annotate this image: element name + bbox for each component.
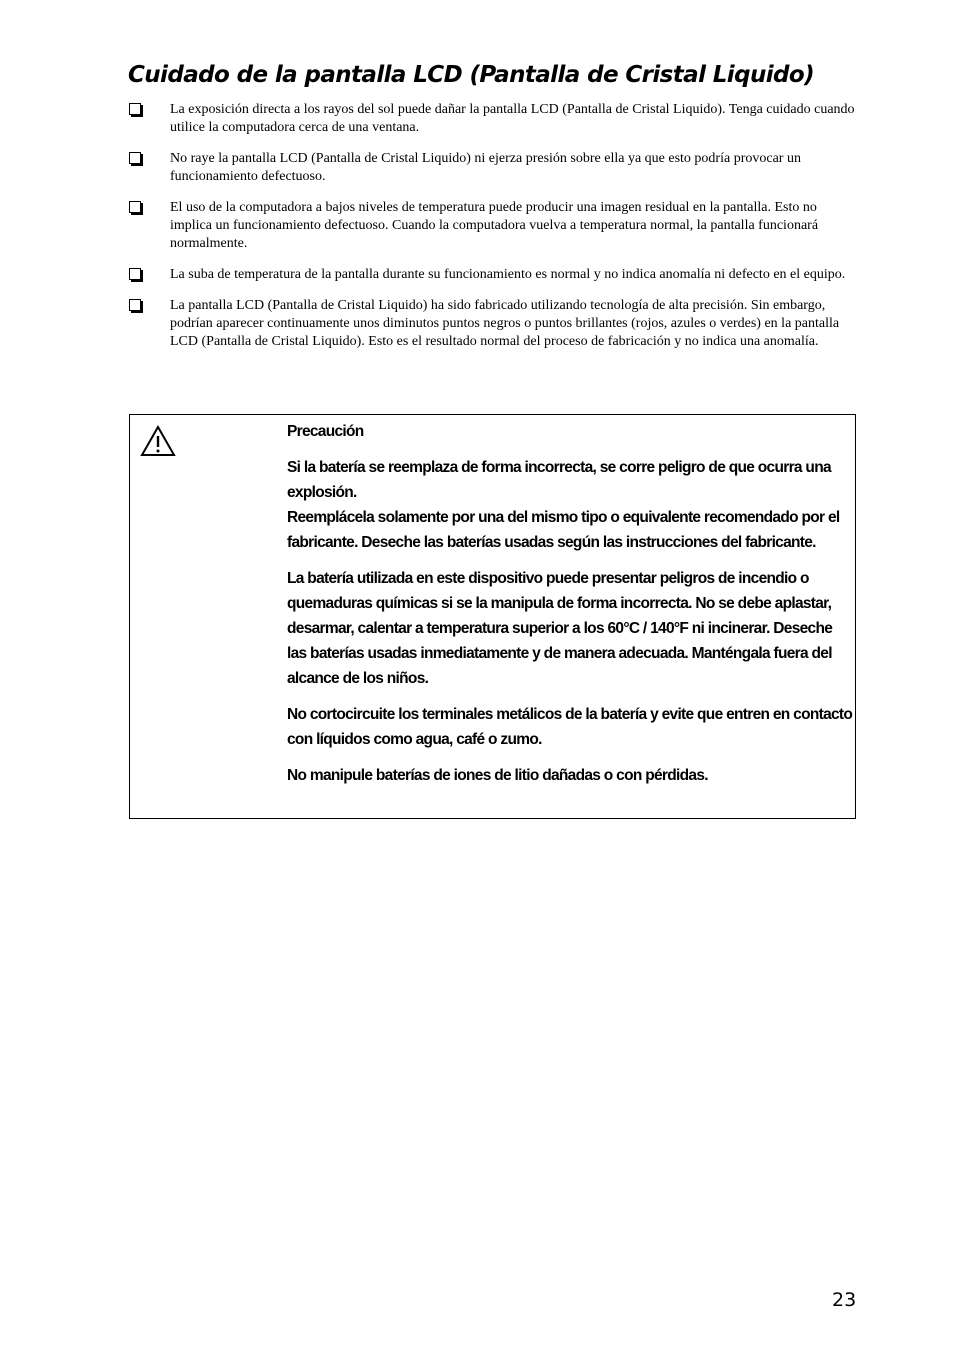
caution-paragraph <box>287 702 853 752</box>
caution-sentence: La batería utilizada en este dispositivo puede presentar peligros de incendio o quemaduras químicas si se la manipula de forma incorrecta. No se debe aplastar, desarmar, calentar a temperatura superior a los 60°C / 140°F ni incinerar. Deseche las baterías usadas inmediatamente y de manera adecuada. Manténgala fuera del alcance de los niños. <box>287 570 833 687</box>
list-item-text: La exposición directa a los rayos del sol puede dañar la pantalla LCD (Pantalla de Cristal Liquido). Tenga cuidado cuando utilice la computadora cerca de una ventana. <box>170 102 855 135</box>
list-item-text: El uso de la computadora a bajos niveles de temperatura puede producir una imagen residual en la pantalla. Esto no implica un funcionamiento defectuoso. Cuando la computadora vuelva a temperatura normal, la pantalla funcionará normalmente. <box>170 200 819 251</box>
list-item <box>128 199 858 253</box>
caution-sentence: Si la batería se reemplaza de forma incorrecta, se corre peligro de que ocurra una explosión. <box>287 459 831 501</box>
caution-heading: Precaución <box>287 423 364 440</box>
caution-paragraph <box>287 566 853 691</box>
list-item <box>128 150 858 186</box>
bullet-list <box>128 101 858 364</box>
checkbox-bullet-icon <box>129 152 141 164</box>
page-title: Cuidado de la pantalla LCD (Pantalla de Cristal Liquido) <box>128 62 814 88</box>
caution-paragraph <box>287 763 853 788</box>
checkbox-bullet-icon <box>129 201 141 213</box>
caution-sentence: No cortocircuite los terminales metálicos de la batería y evite que entren en contacto con líquidos como agua, café o zumo. <box>287 706 853 748</box>
checkbox-bullet-icon <box>129 299 141 311</box>
caution-sentence: No manipule baterías de iones de litio dañadas o con pérdidas. <box>287 767 708 784</box>
list-item <box>128 297 858 351</box>
page-number: 23 <box>832 1289 857 1311</box>
checkbox-bullet-icon <box>129 103 141 115</box>
list-item-text: La pantalla LCD (Pantalla de Cristal Liquido) ha sido fabricado utilizando tecnología de alta precisión. Sin embargo, podrían aparecer continuamente unos diminutos puntos negros o puntos brillantes (rojos, azules o verdes) en la pantalla LCD (Pantalla de Cristal Liquido). Esto es el resultado normal del proceso de fabricación y no indica una anomalía. <box>170 298 840 349</box>
list-item-text: No raye la pantalla LCD (Pantalla de Cristal Liquido) ni ejerza presión sobre ella ya que esto podría provocar un funcionamiento defectuoso. <box>170 151 801 184</box>
list-item <box>128 101 858 137</box>
caution-sentence: Reemplácela solamente por una del mismo tipo o equivalente recomendado por el fabricante. Deseche las baterías usadas según las instrucciones del fabricante. <box>287 509 840 551</box>
warning-triangle-icon <box>140 425 176 457</box>
list-item-text: La suba de temperatura de la pantalla durante su funcionamiento es normal y no indica anomalía ni defecto en el equipo. <box>170 267 846 282</box>
list-item <box>128 266 858 284</box>
checkbox-bullet-icon <box>129 268 141 280</box>
caution-paragraph <box>287 455 853 555</box>
caution-content <box>287 419 853 788</box>
caution-box <box>129 414 856 819</box>
